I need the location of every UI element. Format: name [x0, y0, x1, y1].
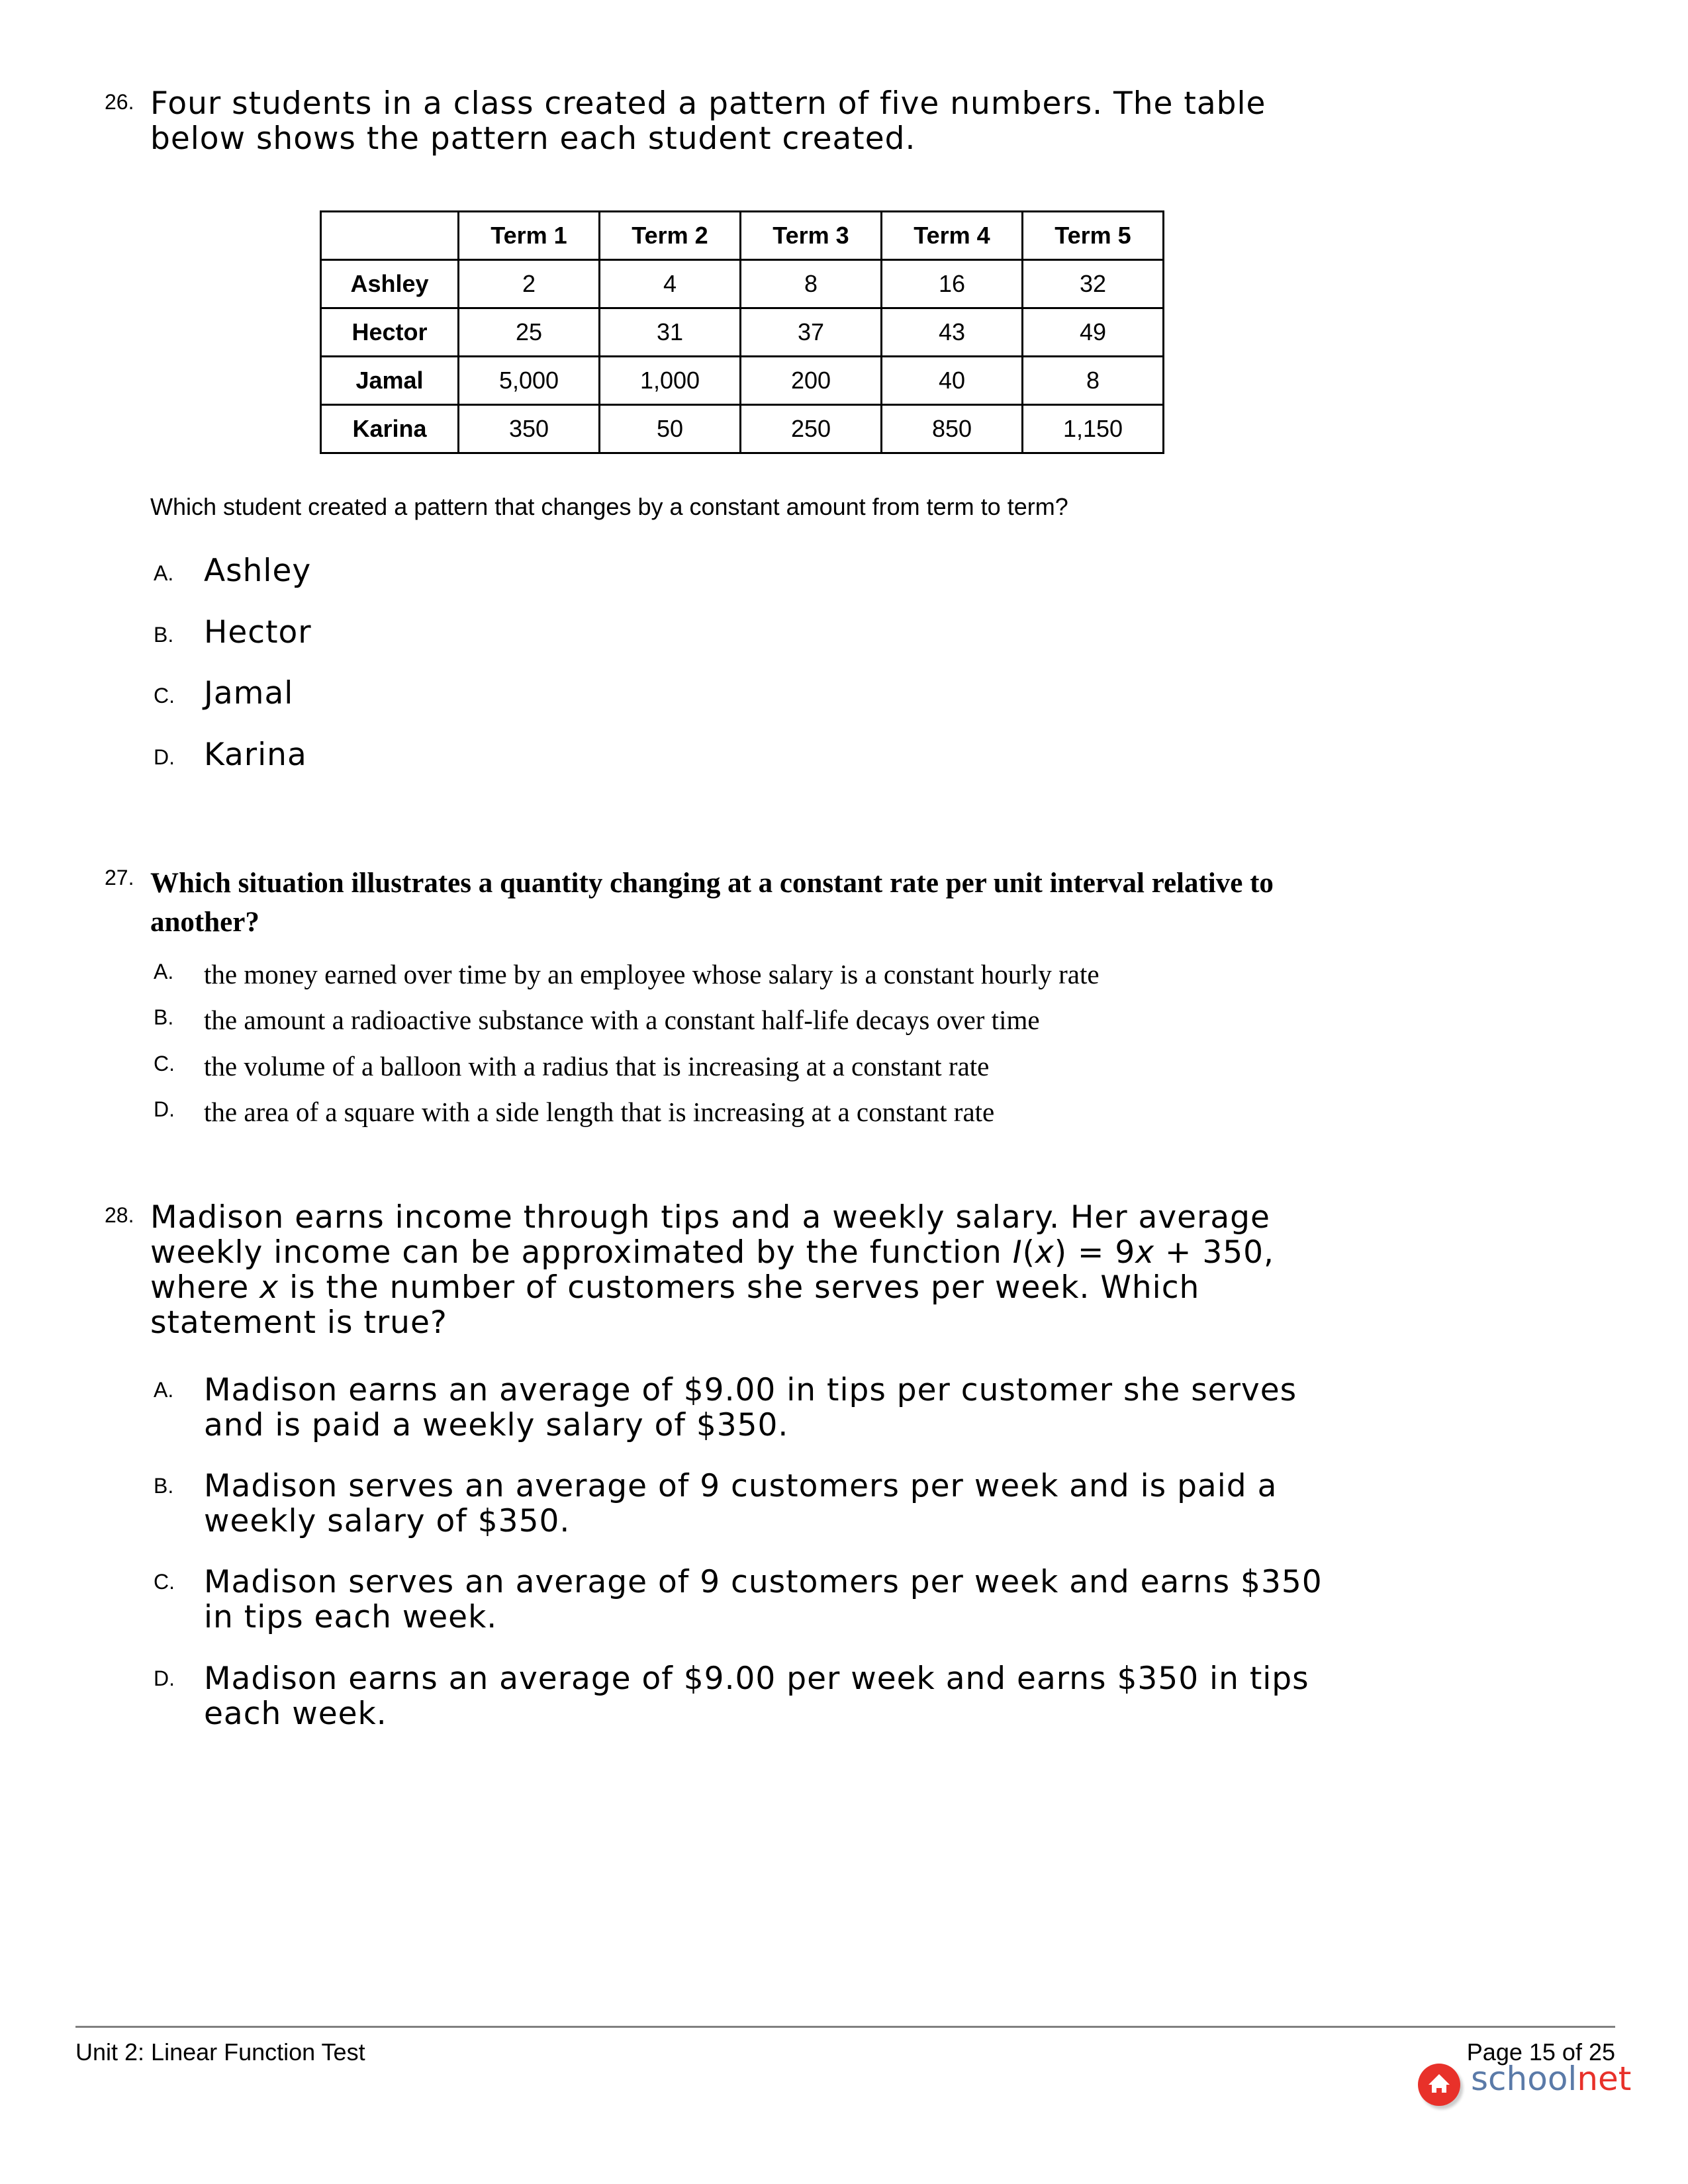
table-cell: 4 — [600, 260, 741, 308]
question-number: 27. — [105, 866, 134, 889]
footer-divider — [75, 2026, 1615, 2028]
option-letter: C. — [154, 684, 175, 707]
table-row — [321, 308, 1164, 357]
option-letter: A. — [154, 1378, 174, 1402]
answer-option-b[interactable]: Hector — [204, 614, 312, 651]
option-line: weekly salary of $350. — [204, 1503, 571, 1539]
table-cell: 8 — [741, 260, 882, 308]
table-cell: 200 — [741, 357, 882, 405]
answer-option-c[interactable] — [204, 1565, 1323, 1635]
row-label: Ashley — [321, 260, 459, 308]
page-number: Page 15 of 25 — [1466, 2038, 1615, 2066]
table-cell: 850 — [882, 405, 1023, 453]
schoolnet-logo-icon — [1418, 2064, 1460, 2106]
option-letter: C. — [154, 1052, 175, 1075]
table-header-row — [321, 212, 1164, 260]
answer-option-d[interactable] — [204, 1661, 1309, 1731]
option-line: Madison earns an average of $9.00 per week and earns $350 in tips — [204, 1661, 1309, 1697]
row-label: Hector — [321, 308, 459, 357]
stem-text: is the number of customers she serves per week. Which — [279, 1269, 1200, 1306]
option-line: Madison serves an average of 9 customers per week and earns $350 — [204, 1564, 1323, 1600]
table-header — [321, 212, 459, 260]
logo-school: school — [1471, 2060, 1577, 2098]
stem-line: Which situation illustrates a quantity changing at a constant rate per unit interval relative to — [150, 868, 1274, 899]
answer-option-b[interactable] — [204, 1469, 1277, 1539]
table-cell: 50 — [600, 405, 741, 453]
answer-option-a[interactable] — [204, 1373, 1297, 1443]
math-var: x — [1135, 1234, 1155, 1271]
table-cell: 31 — [600, 308, 741, 357]
option-letter: B. — [154, 623, 174, 647]
stem-line: Four students in a class created a pattern of five numbers. The table — [150, 85, 1266, 122]
question-stem — [150, 86, 1266, 156]
table-cell: 5,000 — [459, 357, 600, 405]
answer-option-d[interactable]: the area of a square with a side length that is increasing at a constant rate — [204, 1097, 995, 1127]
table-row — [321, 405, 1164, 453]
answer-option-c[interactable]: Jamal — [204, 675, 294, 711]
table-header: Term 5 — [1023, 212, 1164, 260]
table-header: Term 1 — [459, 212, 600, 260]
question-stem — [150, 1200, 1274, 1340]
answer-option-c[interactable]: the volume of a balloon with a radius that is increasing at a constant rate — [204, 1051, 990, 1081]
question-number: 26. — [105, 90, 134, 114]
stem-line: weekly income can be approximated by the function I(x) = 9x + 350, — [150, 1234, 1274, 1271]
option-line: in tips each week. — [204, 1599, 498, 1635]
table-cell: 1,150 — [1023, 405, 1164, 453]
row-label: Karina — [321, 405, 459, 453]
stem-text: weekly income can be approximated by the function — [150, 1234, 1013, 1271]
math-var: I — [1012, 1234, 1023, 1271]
option-letter: A. — [154, 561, 174, 585]
stem-line — [150, 1270, 1274, 1305]
question-prompt: Which student created a pattern that changes by a constant amount from term to term? — [150, 493, 1068, 520]
math-var: x — [259, 1269, 279, 1306]
option-line: Madison serves an average of 9 customers per week and is paid a — [204, 1468, 1278, 1504]
stem-line: statement is true? — [150, 1304, 447, 1341]
footer-title: Unit 2: Linear Function Test — [75, 2038, 365, 2066]
option-letter: D. — [154, 745, 175, 769]
table-row — [321, 357, 1164, 405]
table-header: Term 3 — [741, 212, 882, 260]
table-cell: 49 — [1023, 308, 1164, 357]
option-letter: B. — [154, 1474, 174, 1498]
option-letter: D. — [154, 1097, 175, 1121]
table-cell: 1,000 — [600, 357, 741, 405]
stem-text: + 350, — [1154, 1234, 1274, 1271]
option-line: each week. — [204, 1696, 387, 1732]
stem-text: where — [150, 1269, 260, 1306]
stem-line: another? — [150, 907, 259, 938]
stem-line: Madison earns income through tips and a weekly salary. Her average — [150, 1199, 1270, 1236]
answer-option-b[interactable]: the amount a radioactive substance with a constant half-life decays over time — [204, 1005, 1040, 1035]
table-cell: 43 — [882, 308, 1023, 357]
table-cell: 32 — [1023, 260, 1164, 308]
answer-option-a[interactable]: the money earned over time by an employee whose salary is a constant hourly rate — [204, 959, 1100, 989]
answer-option-a[interactable]: Ashley — [204, 553, 312, 589]
option-letter: B. — [154, 1005, 174, 1029]
table-header: Term 2 — [600, 212, 741, 260]
pattern-table — [320, 210, 1164, 454]
table-cell: 16 — [882, 260, 1023, 308]
table-cell: 8 — [1023, 357, 1164, 405]
option-letter: C. — [154, 1570, 175, 1594]
stem-text: ) = 9 — [1054, 1234, 1136, 1271]
question-number: 28. — [105, 1203, 134, 1227]
table-row — [321, 260, 1164, 308]
option-letter: D. — [154, 1666, 175, 1690]
option-line: and is paid a weekly salary of $350. — [204, 1407, 789, 1443]
table-cell: 37 — [741, 308, 882, 357]
math-var: x — [1035, 1234, 1055, 1271]
stem-line: below shows the pattern each student created. — [150, 120, 916, 157]
table-cell: 250 — [741, 405, 882, 453]
option-line: Madison earns an average of $9.00 in tips per customer she serves — [204, 1372, 1297, 1408]
row-label: Jamal — [321, 357, 459, 405]
schoolnet-logo-text — [1471, 2060, 1631, 2098]
table-cell: 2 — [459, 260, 600, 308]
option-letter: A. — [154, 960, 174, 983]
table-cell: 25 — [459, 308, 600, 357]
question-stem — [150, 864, 1274, 942]
table-cell: 350 — [459, 405, 600, 453]
logo-net: net — [1577, 2060, 1632, 2098]
table-cell: 40 — [882, 357, 1023, 405]
table-header: Term 4 — [882, 212, 1023, 260]
answer-option-d[interactable]: Karina — [204, 737, 307, 773]
